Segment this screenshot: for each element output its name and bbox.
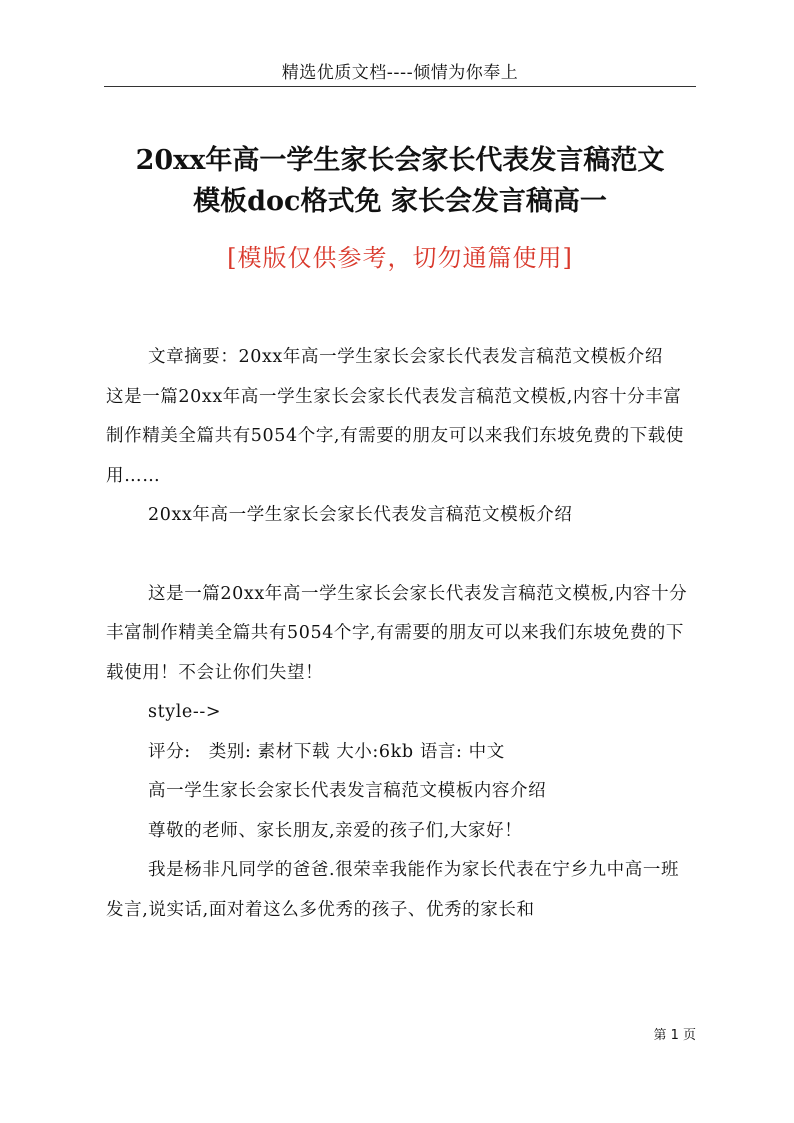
title-line-2: 模板doc格式免 家长会发言稿高一	[193, 186, 607, 217]
page-number: 第 1 页	[653, 1028, 696, 1043]
meta-line: 评分: 类别: 素材下载 大小:6kb 语言: 中文	[148, 741, 505, 762]
paragraph-gap	[106, 536, 696, 575]
style-line: style-->	[148, 702, 222, 722]
abstract-paragraph: 文章摘要：20xx年高一学生家长会家长代表发言稿范文模板介绍 这是一篇20xx年高一学生家长会家长代表发言稿范文模板,内容十分丰富制作精美全篇共有5054个字,有需要的朋友可以来我们东坡免费的下载使用……	[106, 347, 736, 486]
description-paragraph: 这是一篇20xx年高一学生家长会家长代表发言稿范文模板,内容十分丰富制作精美全篇共有5054个字,有需要的朋友可以来我们东坡免费的下载使用！不会让你们失望！	[106, 583, 688, 683]
document-title	[104, 140, 696, 222]
header-divider	[104, 86, 696, 87]
content-heading: 高一学生家长会家长代表发言稿范文模板内容介绍	[148, 781, 547, 801]
running-header: 精选优质文档----倾情为你奉上	[281, 63, 519, 83]
intro-heading: 20xx年高一学生家长会家长代表发言稿范文模板介绍	[148, 505, 573, 525]
template-notice: [模版仅供参考，切勿通篇使用]	[227, 244, 573, 272]
speech-paragraph: 我是杨非凡同学的爸爸.很荣幸我能作为家长代表在宁乡九中高一班发言,说实话,面对着这么多优秀的孩子、优秀的家长和	[106, 860, 680, 920]
title-line-1: 20xx年高一学生家长会家长代表发言稿范文	[135, 145, 665, 176]
greeting-paragraph: 尊敬的老师、家长朋友,亲爱的孩子们,大家好！	[148, 820, 523, 841]
document-body	[106, 338, 736, 930]
